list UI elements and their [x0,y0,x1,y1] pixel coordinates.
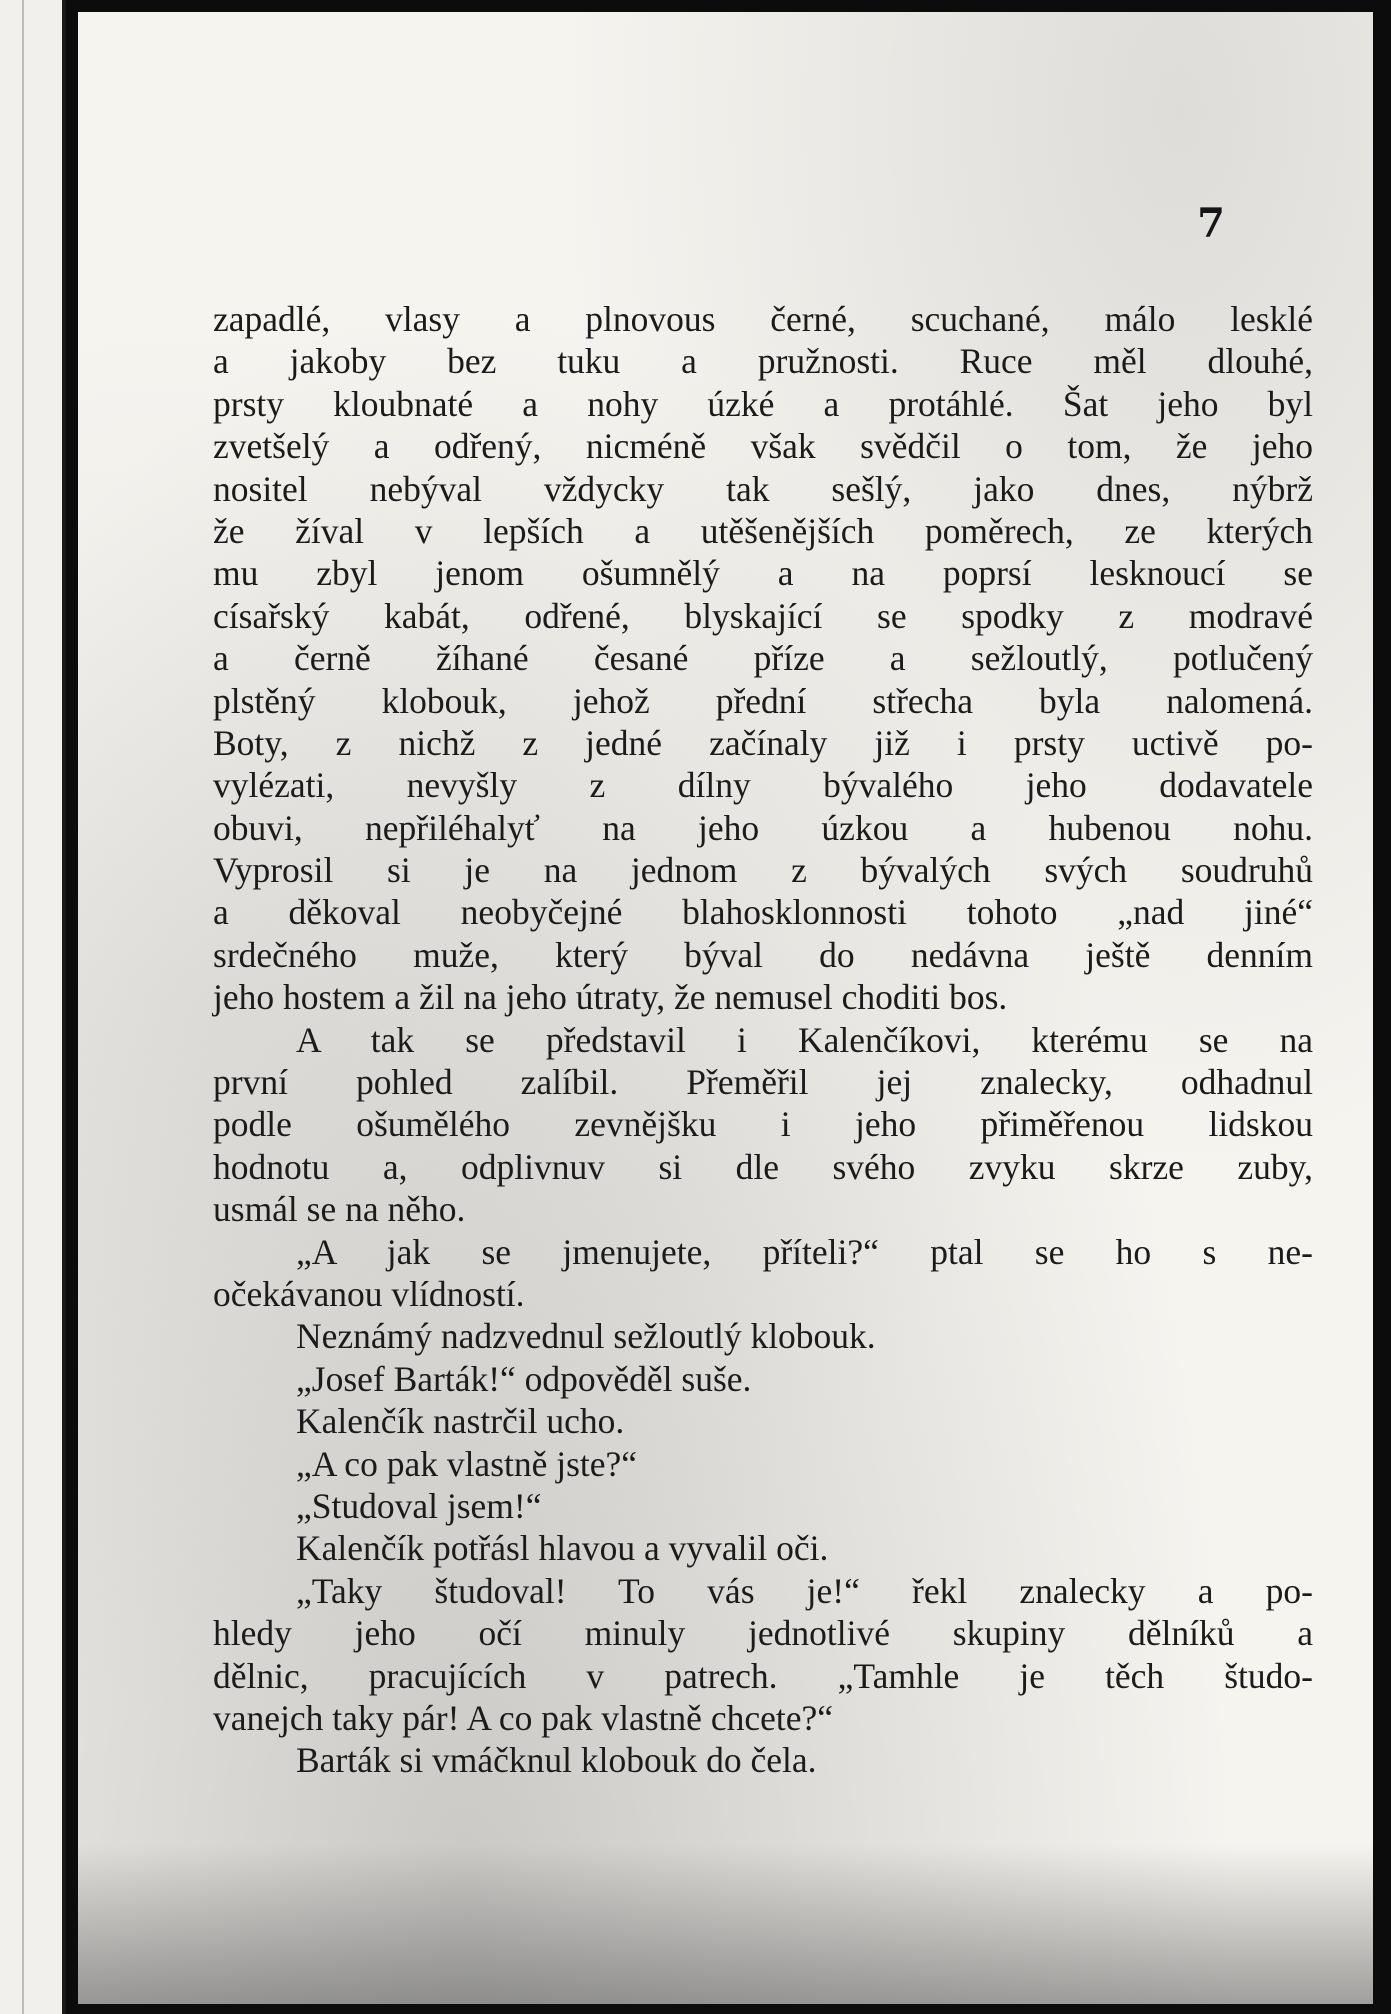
text-line: Boty, z nichž z jedné začínaly již i prsty uctivě po- [213,722,1313,763]
text-line: hodnotu a, odplivnuv si dle svého zvyku skrze zuby, [213,1146,1313,1187]
text-line: Vyprosil si je na jednom z bývalých svých soudruhů [213,850,1313,891]
text-line: jeho hostem a žil na jeho útraty, že nemusel choditi bos. [213,977,1008,1018]
text-line: „Taky študoval! To vás je!“ řekl znalecky a po- [296,1570,1313,1611]
body-text [213,298,1313,1782]
text-line: prsty kloubnaté a nohy úzké a protáhlé. Šat jeho byl [213,383,1313,424]
text-line: dělnic, pracujících v patrech. „Tamhle je těch študo- [213,1655,1313,1696]
page-edge-rule [22,0,24,2014]
text-line: mu zbyl jenom ošumnělý a na poprsí lesknoucí se [213,553,1313,594]
text-line: nositel nebýval vždycky tak sešlý, jako dnes, nýbrž [213,468,1313,509]
text-line: očekávanou vlídností. [213,1273,525,1314]
text-line: Kalenčík nastrčil ucho. [296,1401,625,1442]
text-line: Neznámý nadzvednul sežloutlý klobouk. [296,1316,876,1357]
text-line: hledy jeho očí minuly jednotlivé skupiny dělníků a [213,1613,1313,1654]
text-line: Kalenčík potřásl hlavou a vyvalil oči. [296,1528,829,1569]
page-stain [78,1844,1373,2004]
text-line: vanejch taky pár! A co pak vlastně chcete?“ [213,1697,833,1738]
text-line: a černě žíhané česané příze a sežloutlý, potlučený [213,638,1313,679]
text-line: a jakoby bez tuku a pružnosti. Ruce měl dlouhé, [213,341,1313,382]
text-line: vylézati, nevyšly z dílny bývalého jeho dodavatele [213,765,1313,806]
page-number: 7 [1197,200,1225,247]
text-line: císařský kabát, odřené, blyskající se spodky z modravé [213,595,1313,636]
text-line: obuvi, nepřiléhalyť na jeho úzkou a hubenou nohu. [213,807,1313,848]
text-line: „Studoval jsem!“ [296,1485,542,1526]
text-line: Barták si vmáčknul klobouk do čela. [296,1740,817,1781]
text-line: A tak se představil i Kalenčíkovi, kterému se na [296,1019,1313,1060]
text-line: usmál se na něho. [213,1189,466,1230]
text-line: že žíval v lepších a utěšenějších poměrech, ze kterých [213,510,1313,551]
text-line: a děkoval neobyčejné blahosklonnosti tohoto „nad jiné“ [213,892,1313,933]
text-line: „A jak se jmenujete, příteli?“ ptal se ho s ne- [296,1231,1313,1272]
text-line: „A co pak vlastně jste?“ [296,1443,638,1484]
text-line: zapadlé, vlasy a plnovous černé, scuchané, málo lesklé [213,299,1313,339]
text-line: první pohled zalíbil. Přeměřil jej znalecky, odhadnul [213,1062,1313,1103]
book-page [78,12,1373,2004]
page-edge-left [0,0,66,2014]
text-line: zvetšelý a odřený, nicméně však svědčil o tom, že jeho [213,426,1313,467]
text-line: srdečného muže, který býval do nedávna ještě denním [213,934,1313,975]
text-line: „Josef Barták!“ odpověděl suše. [296,1358,752,1399]
text-line: plstěný klobouk, jehož přední střecha byla nalomená. [213,680,1313,721]
text-line: podle ošumělého zevnějšku i jeho přiměřenou lidskou [213,1104,1313,1145]
